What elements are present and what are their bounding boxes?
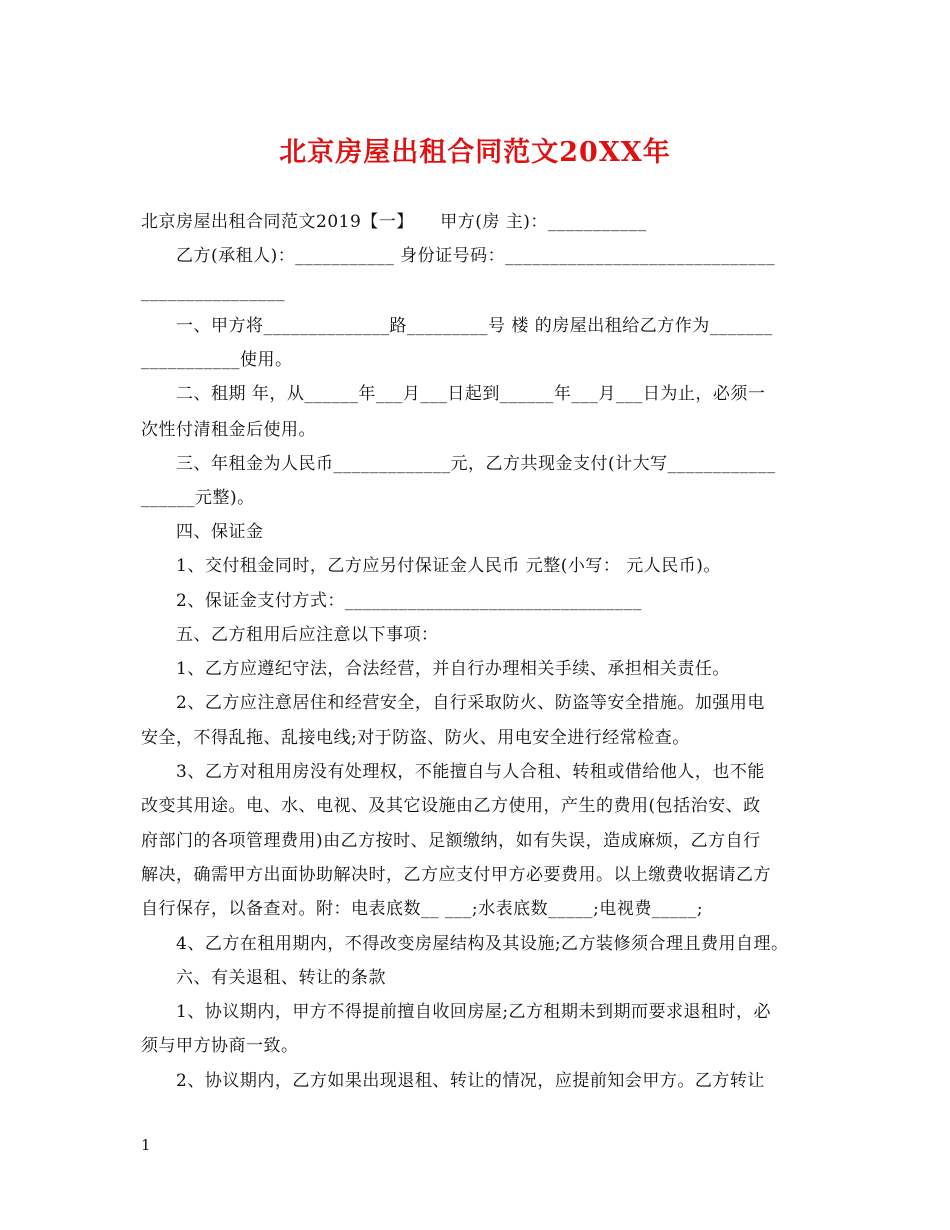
body-line: 自行保存，以备查对。附：电表底数__ ___;水表底数_____;电视费_____; xyxy=(141,899,704,919)
body-line: ________________ xyxy=(141,282,285,302)
body-line: 安全，不得乱拖、乱接电线;对于防盗、防火、用电安全进行经常检查。 xyxy=(141,728,690,748)
page-number: 1 xyxy=(141,1136,151,1154)
body-line: 五、乙方租用后应注意以下事项： xyxy=(141,625,439,645)
body-line: 次性付清租金后使用。 xyxy=(141,420,316,440)
body-line: 府部门的各项管理费用)由乙方按时、足额缴纳，如有失误，造成麻烦，乙方自行 xyxy=(141,831,761,851)
body-line: 改变其用途。电、水、电视、及其它设施由乙方使用，产生的费用(包括治安、政 xyxy=(141,796,761,816)
body-line: 1、交付租金同时，乙方应另付保证金人民币 元整(小写： 元人民币)。 xyxy=(141,556,721,576)
body-line: 1、乙方应遵纪守法，合法经营，并自行办理相关手续、承担相关责任。 xyxy=(141,659,730,679)
body-line: 一、甲方将______________路_________号 楼 的房屋出租给乙方作为_______ xyxy=(141,316,773,336)
body-line: 二、租期 年，从______年___月___日起到______年___月___日为止，必须一 xyxy=(141,384,766,404)
body-line: 三、年租金为人民币_____________元，乙方共现金支付(计大写____________ xyxy=(141,454,776,474)
body-line: ______元整)。 xyxy=(141,488,255,508)
body-line: 2、保证金支付方式：_________________________________ xyxy=(141,591,642,611)
body-line: 解决，确需甲方出面协助解决时，乙方应支付甲方必要费用。以上缴费收据请乙方 xyxy=(141,865,771,885)
body-line: 1、协议期内，甲方不得提前擅自收回房屋;乙方租期未到期而要求退租时，必 xyxy=(141,1002,772,1022)
body-line: ___________使用。 xyxy=(141,350,293,370)
body-line: 3、乙方对租用房没有处理权，不能擅自与人合租、转租或借给他人，也不能 xyxy=(141,762,765,782)
body-line: 2、协议期内，乙方如果出现退租、转让的情况，应提前知会甲方。乙方转让 xyxy=(141,1071,765,1091)
body-line: 须与甲方协商一致。 xyxy=(141,1036,299,1056)
body-line: 北京房屋出租合同范文2019【一】 甲方(房 主)：___________ xyxy=(141,212,647,232)
page-title: 北京房屋出租合同范文20XX年 xyxy=(279,137,671,168)
body-line: 六、有关退租、转让的条款 xyxy=(141,968,386,988)
body-line: 2、乙方应注意居住和经营安全，自行采取防火、防盗等安全措施。加强用电 xyxy=(141,693,765,713)
body-line: 乙方(承租人)：___________ 身份证号码：______________________________ xyxy=(141,246,776,266)
body-line: 四、保证金 xyxy=(141,522,264,542)
body-line: 4、乙方在租用期内，不得改变房屋结构及其设施;乙方装修须合理且费用自理。 xyxy=(141,934,789,954)
